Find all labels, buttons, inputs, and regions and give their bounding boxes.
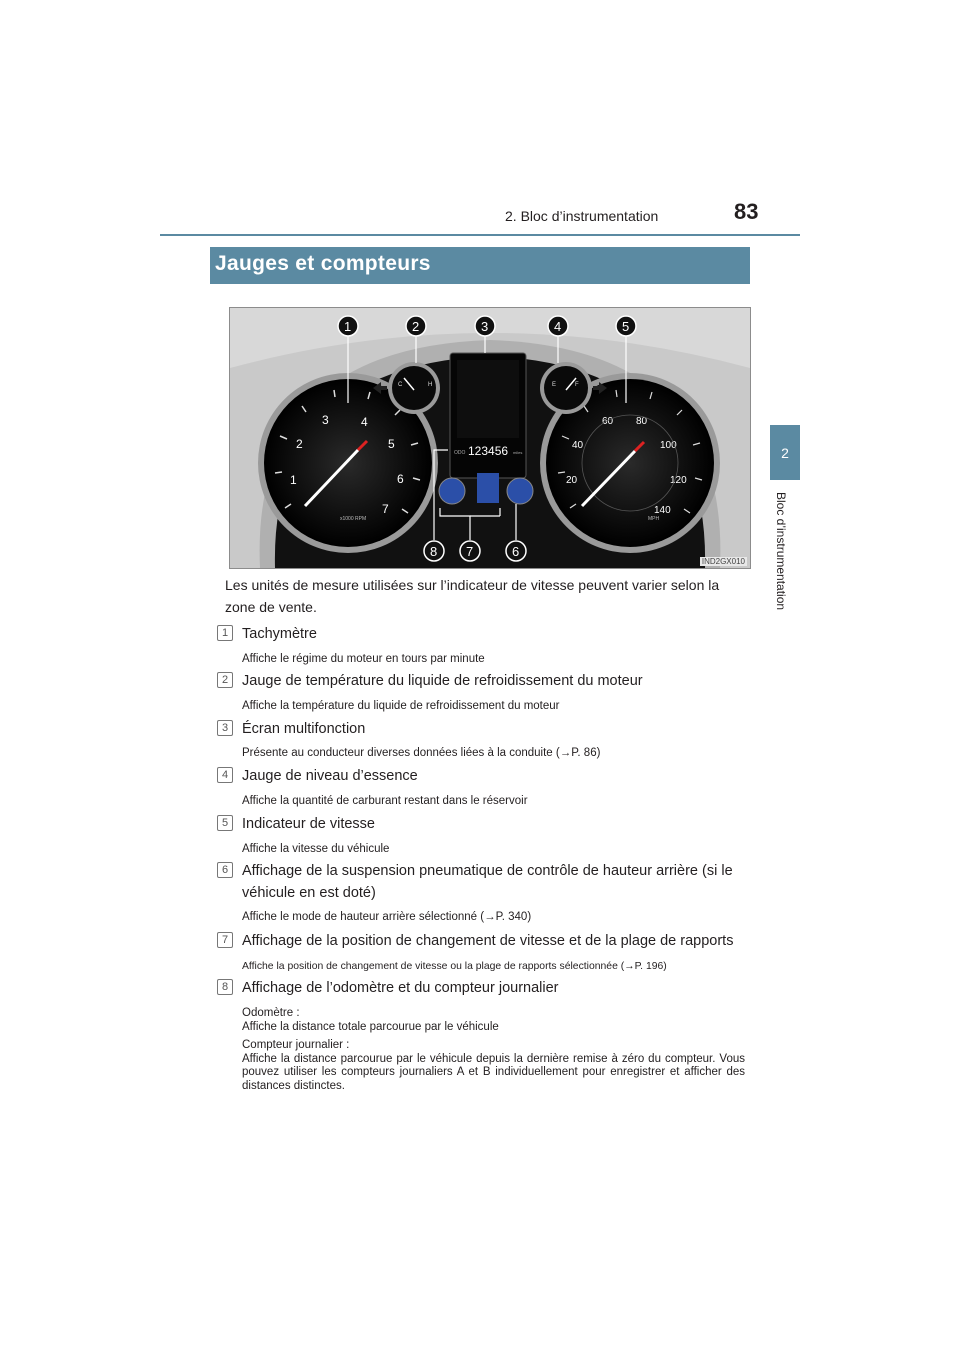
odometer-unit: miles [513, 450, 523, 455]
header-rule [160, 234, 800, 236]
item-description: Affiche le mode de hauteur arrière sélectionné (→P. 340) [242, 911, 532, 923]
gear-range-indicator [477, 473, 499, 503]
figure-code: IND2GX010 [701, 557, 745, 566]
section-title-bar [210, 247, 750, 284]
item-description: Affiche la quantité de carburant restant dans le réservoir [242, 795, 528, 807]
callout-2: 2 [412, 319, 420, 334]
callout-5: 5 [622, 319, 630, 334]
callout-4: 4 [554, 319, 562, 334]
odometer-label: Odomètre : [242, 1007, 300, 1019]
chapter-tab [770, 425, 800, 480]
item-description: Affiche la vitesse du véhicule [242, 843, 390, 855]
item-title: Indicateur de vitesse [242, 816, 375, 832]
section-title: Jauges et compteurs [215, 252, 431, 275]
speed-unit: MPH [648, 516, 660, 522]
callout-7: 7 [466, 544, 474, 559]
temp-label-c: C [398, 382, 403, 388]
tach-num-2: 2 [296, 437, 303, 451]
instrument-cluster-illustration [230, 308, 750, 568]
tach-num-6: 6 [397, 472, 404, 486]
fuel-label-e: E [552, 382, 557, 388]
item-title: Affichage de la position de changement de vitesse et de la plage de rapports [242, 933, 734, 949]
tach-unit: x1000 RPM [340, 516, 367, 522]
chapter-side-label-text: Bloc d’instrumentation [774, 492, 788, 611]
speed-40: 40 [572, 440, 584, 451]
callout-8: 8 [430, 544, 438, 559]
item-title: Jauge de niveau d’essence [242, 768, 418, 784]
running-header-section: 2. Bloc d’instrumentation [505, 208, 659, 224]
intro-paragraph: Les unités de mesure utilisées sur l’indicateur de vitesse peuvent varier selon la zone de vente. [225, 577, 720, 615]
item-title: Jauge de température du liquide de refroidissement du moteur [242, 673, 643, 689]
tach-num-5: 5 [388, 437, 395, 451]
page-number: 83 [734, 199, 759, 224]
item-number: 8 [217, 979, 233, 995]
speed-80: 80 [636, 416, 648, 427]
shift-position-indicator [439, 478, 465, 504]
item-description: Présente au conducteur diverses données liées à la conduite (→P. 86) [242, 747, 601, 759]
item-title: Affichage de la suspension pneumatique de contrôle de hauteur arrière (si le véhicule en est doté) [242, 863, 733, 901]
fuel-gauge-dial [544, 366, 588, 410]
speed-60: 60 [602, 416, 614, 427]
item-number: 5 [217, 815, 233, 831]
chapter-side-label [762, 492, 798, 642]
odometer-description [242, 1007, 745, 1094]
item-number: 7 [217, 932, 233, 948]
item-number: 4 [217, 767, 233, 783]
odometer-readout: 123456 [468, 444, 509, 458]
rear-height-indicator [507, 478, 533, 504]
instrument-cluster-figure [229, 307, 751, 569]
temp-gauge-dial [392, 366, 436, 410]
item-number: 2 [217, 672, 233, 688]
odo-label: ODO [454, 450, 466, 456]
item-title: Écran multifonction [242, 721, 366, 737]
item-number: 1 [217, 625, 233, 641]
item-number: 3 [217, 720, 233, 736]
odometer-text: Affiche la distance totale parcourue par le véhicule [242, 1020, 499, 1033]
fuel-label-f: F [575, 382, 579, 388]
tach-num-4: 4 [361, 415, 368, 429]
speed-140: 140 [654, 505, 671, 516]
callout-6: 6 [512, 544, 520, 559]
tach-num-3: 3 [322, 413, 329, 427]
chapter-tab-number: 2 [781, 444, 789, 461]
tach-num-1: 1 [290, 473, 297, 487]
speed-20: 20 [566, 475, 578, 486]
item-description: Affiche la position de changement de vitesse ou la plage de rapports sélectionnée (→P. 196) [242, 961, 667, 972]
speed-120: 120 [670, 475, 687, 486]
speed-100: 100 [660, 440, 677, 451]
callout-3: 3 [481, 319, 489, 334]
temp-label-h: H [428, 382, 433, 388]
item-description: Affiche le régime du moteur en tours par minute [242, 653, 485, 665]
item-title: Tachymètre [242, 626, 317, 642]
item-title: Affichage de l’odomètre et du compteur journalier [242, 980, 559, 996]
callout-1: 1 [344, 319, 352, 334]
trip-meter-text: Affiche la distance parcourue par le véhicule depuis la dernière remise à zéro du compteur. Vous pouvez utiliser les compteurs journaliers A et B individuellement pour enregistrer et afficher des distances distinctes. [242, 1052, 745, 1092]
item-description: Affiche la température du liquide de refroidissement du moteur [242, 700, 560, 712]
item-number: 6 [217, 862, 233, 878]
trip-meter-label: Compteur journalier : [242, 1039, 350, 1052]
tach-num-7: 7 [382, 502, 389, 516]
